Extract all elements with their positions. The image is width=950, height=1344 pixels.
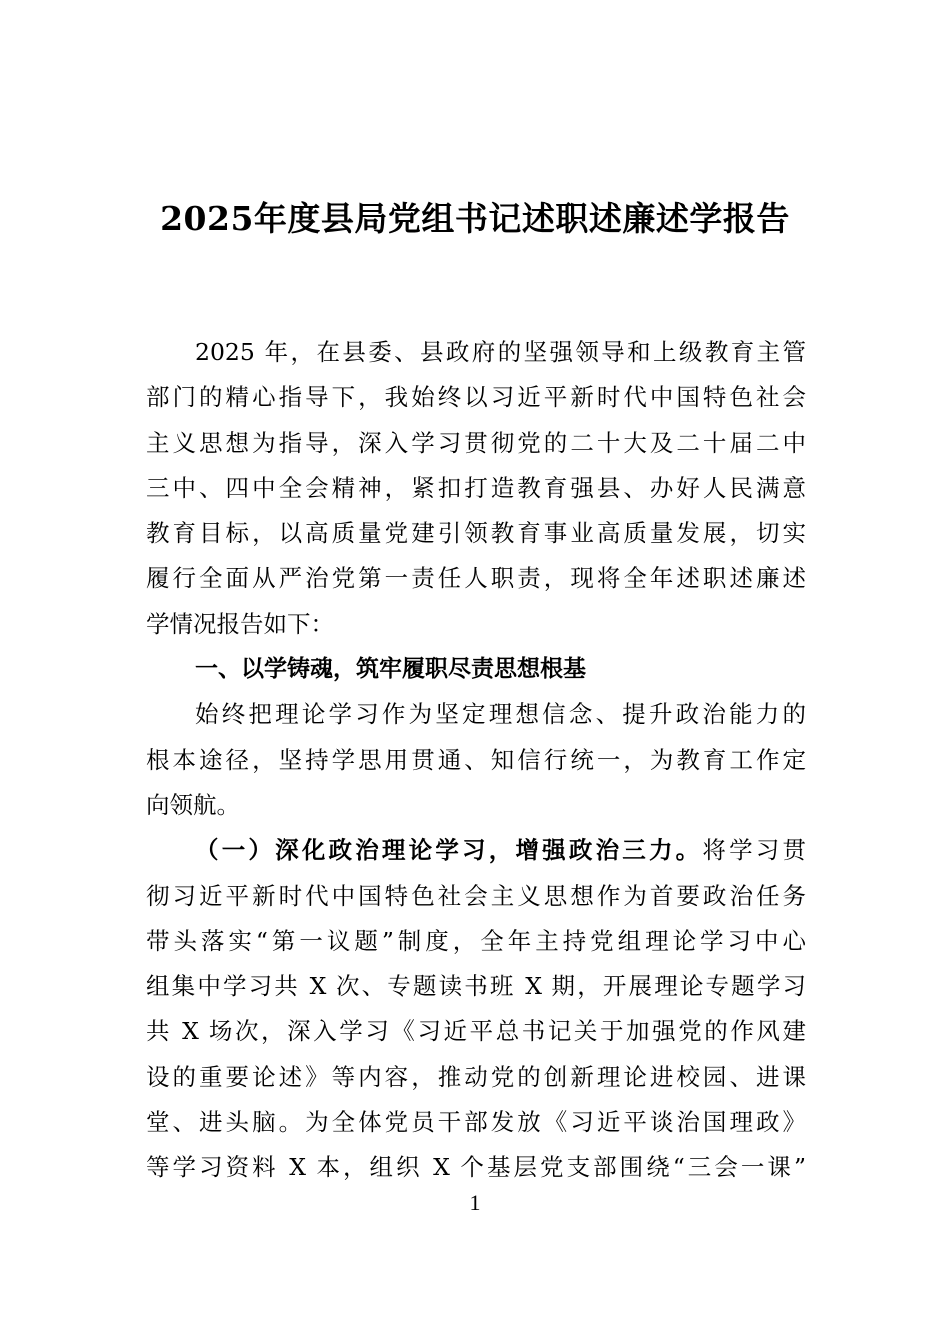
- document-body: [146, 330, 806, 1191]
- subsection-first-line-text: 将学习贯: [702, 836, 807, 865]
- subsection-paragraph-line: 带头落实“第一议题”制度，全年主持党组理论学习中心: [146, 926, 806, 955]
- section-heading: 一、以学铸魂，筑牢履职尽责思想根基: [195, 656, 586, 683]
- intro-line: 三中、四中全会精神，紧扣打造教育强县、办好人民满意: [146, 473, 806, 502]
- intro-line: 2025 年，在县委、县政府的坚强领导和上级教育主管: [195, 338, 806, 366]
- section-paragraph-line: 向领航。: [146, 790, 240, 819]
- subsection-heading: （一）深化政治理论学习，增强政治三力。: [195, 836, 703, 865]
- intro-line: 部门的精心指导下，我始终以习近平新时代中国特色社会: [146, 383, 806, 412]
- document-title: 2025年度县局党组书记述职述廉述学报告: [160, 199, 790, 238]
- subsection-paragraph-line: 设的重要论述》等内容，推动党的创新理论进校园、进课: [146, 1062, 806, 1091]
- subsection-paragraph-line: 共 X 场次，深入学习《习近平总书记关于加强党的作风建: [146, 1017, 806, 1046]
- subsection-paragraph-line: 堂、进头脑。为全体党员干部发放《习近平谈治国理政》: [146, 1108, 806, 1137]
- section-paragraph-line: 根本途径，坚持学思用贯通、知信行统一，为教育工作定: [146, 745, 806, 774]
- intro-line: 教育目标，以高质量党建引领教育事业高质量发展，切实: [146, 519, 806, 548]
- intro-line: 主义思想为指导，深入学习贯彻党的二十大及二十届二中: [146, 428, 806, 457]
- subsection-paragraph-line: 组集中学习共 X 次、专题读书班 X 期，开展理论专题学习: [146, 972, 806, 1001]
- subsection-paragraph-line: 彻习近平新时代中国特色社会主义思想作为首要政治任务: [146, 881, 806, 910]
- subsection-paragraph-line: 等学习资料 X 本，组织 X 个基层党支部围绕“三会一课”: [146, 1153, 806, 1182]
- intro-line: 履行全面从严治党第一责任人职责，现将全年述职述廉述: [146, 564, 806, 593]
- section-paragraph-line: 始终把理论学习作为坚定理想信念、提升政治能力的: [195, 700, 806, 729]
- subsection-first-line: [146, 828, 806, 873]
- intro-line: 学情况报告如下：: [146, 609, 334, 638]
- page-number: 1: [469, 1190, 481, 1215]
